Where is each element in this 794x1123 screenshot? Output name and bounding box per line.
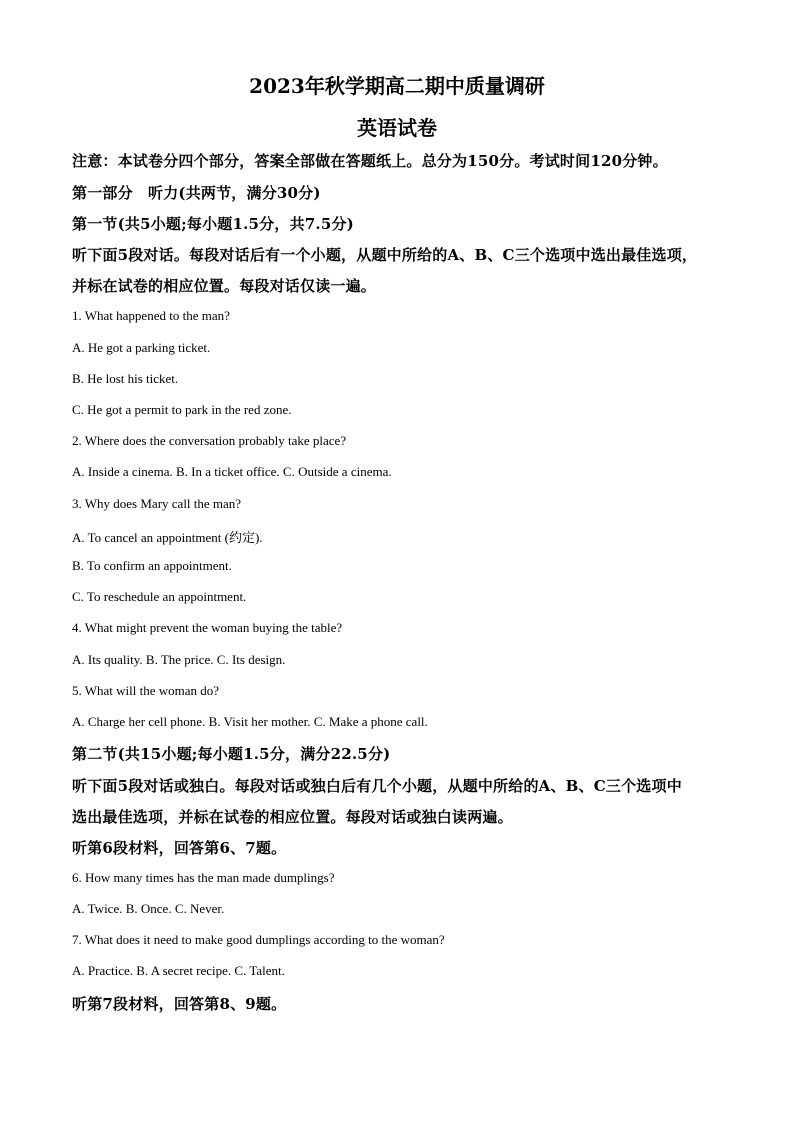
notice: 注意：本试卷分四个部分，答案全部做在答题纸上。总分为150分。考试时间120分钟。 [72,152,668,170]
options-4: A. Its quality. B. The price. C. Its design. [72,652,286,667]
exam-title: 2023年秋学期高二期中质量调研 [249,74,545,98]
option-3a: A. To cancel an appointment (约定). [72,530,263,545]
option-1c: C. He got a permit to park in the red zone. [72,402,292,417]
question-1: 1. What happened to the man? [72,308,230,323]
section1-instruction-line1: 听下面5段对话。每段对话后有一个小题，从题中所给的A、B、C三个选项中选出最佳选项， [72,246,698,264]
part1-heading: 第一部分 听力(共两节，满分30分) [72,184,321,202]
options-7: A. Practice. B. A secret recipe. C. Talent. [72,963,285,978]
option-3c: C. To reschedule an appointment. [72,589,247,604]
section2-heading: 第二节(共15小题;每小题1.5分，满分22.5分) [72,745,391,763]
question-5: 5. What will the woman do? [72,683,220,698]
question-6: 6. How many times has the man made dumplings? [72,870,335,885]
option-3b: B. To confirm an appointment. [72,558,232,573]
material-6-heading: 听第6段材料，回答第6、7题。 [72,839,287,857]
options-5: A. Charge her cell phone. B. Visit her mother. C. Make a phone call. [72,714,428,729]
section2-instruction-line1: 听下面5段对话或独白。每段对话或独白后有几个小题，从题中所给的A、B、C三个选项中 [72,777,682,795]
options-2: A. Inside a cinema. B. In a ticket office. C. Outside a cinema. [72,464,392,479]
section2-instruction-line2: 选出最佳选项，并标在试卷的相应位置。每段对话或独白读两遍。 [72,808,513,826]
option-1b: B. He lost his ticket. [72,371,179,386]
material-7-heading: 听第7段材料，回答第8、9题。 [72,995,287,1013]
question-7: 7. What does it need to make good dumplings according to the woman? [72,932,445,947]
question-4: 4. What might prevent the woman buying the table? [72,620,343,635]
options-6: A. Twice. B. Once. C. Never. [72,901,225,916]
question-2: 2. Where does the conversation probably take place? [72,433,347,448]
option-1a: A. He got a parking ticket. [72,340,211,355]
section1-heading: 第一节(共5小题;每小题1.5分，共7.5分) [72,215,354,233]
section1-instruction-line2: 并标在试卷的相应位置。每段对话仅读一遍。 [72,277,377,295]
exam-subtitle: 英语试卷 [357,116,437,140]
question-3: 3. Why does Mary call the man? [72,496,242,511]
